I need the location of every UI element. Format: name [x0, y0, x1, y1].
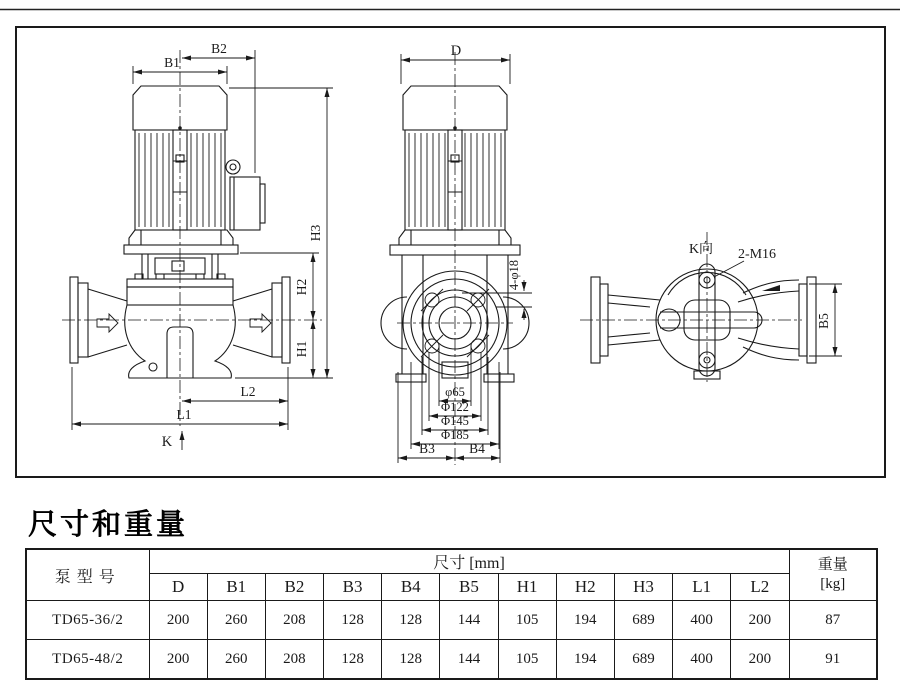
weight-label: 重量	[817, 557, 848, 574]
value-cell: 194	[556, 601, 614, 640]
col-header-dims-group: 尺寸 [mm]	[149, 549, 789, 574]
dimension-weight-table	[25, 548, 878, 680]
value-cell: 689	[614, 640, 672, 680]
label-h2: H2	[294, 278, 309, 296]
col-header-weight	[789, 549, 877, 601]
value-cell: 194	[556, 640, 614, 680]
lifting-eye-hole	[230, 164, 236, 170]
right-flange-k	[807, 277, 816, 363]
col-header-b5: B5	[440, 574, 498, 601]
label-phi65: φ65	[445, 385, 465, 399]
value-cell: 128	[324, 601, 382, 640]
col-header-h1: H1	[498, 574, 556, 601]
coupling-block	[172, 261, 184, 271]
col-header-d: D	[149, 574, 207, 601]
value-cell: 208	[265, 640, 323, 680]
section-title: 尺寸和重量	[28, 509, 189, 541]
value-cell: 260	[207, 601, 265, 640]
model-cell: TD65-48/2	[26, 640, 149, 680]
weight-cell: 87	[789, 601, 877, 640]
label-d: D	[450, 43, 462, 59]
flow-arrow-out	[250, 314, 271, 332]
label-phi185: Φ185	[441, 428, 469, 442]
label-l1: L1	[176, 407, 192, 422]
label-l2: L2	[240, 384, 256, 399]
value-cell: 260	[207, 640, 265, 680]
lifting-eye	[226, 160, 240, 174]
value-cell: 200	[731, 601, 789, 640]
label-b4: B4	[469, 441, 485, 456]
table-row	[26, 640, 877, 680]
value-cell: 144	[440, 640, 498, 680]
value-cell: 400	[673, 640, 731, 680]
junction-box-cover	[260, 184, 265, 223]
weight-unit: [kg]	[820, 576, 846, 592]
label-thread: 2-M16	[737, 247, 777, 262]
label-h1: H1	[294, 340, 309, 358]
value-cell: 128	[324, 640, 382, 680]
value-cell: 200	[149, 640, 207, 680]
model-cell: TD65-36/2	[26, 601, 149, 640]
table-row	[26, 601, 877, 640]
label-phi145: Φ145	[441, 414, 469, 428]
col-header-b4: B4	[382, 574, 440, 601]
col-header-l2: L2	[731, 574, 789, 601]
col-header-b1: B1	[207, 574, 265, 601]
label-k: K	[161, 434, 173, 450]
label-k-view: K向	[688, 242, 714, 257]
drain-plug	[149, 363, 157, 371]
value-cell: 200	[149, 601, 207, 640]
col-header-b3: B3	[324, 574, 382, 601]
label-bolt-holes: 4-φ18	[507, 259, 521, 291]
weight-cell: 91	[789, 640, 877, 680]
value-cell: 689	[614, 601, 672, 640]
col-header-h2: H2	[556, 574, 614, 601]
k-direction-view	[591, 264, 816, 379]
col-header-b2: B2	[265, 574, 323, 601]
value-cell: 400	[673, 601, 731, 640]
label-h3: H3	[308, 224, 323, 242]
value-cell: 200	[731, 640, 789, 680]
motor-base-feet	[141, 230, 221, 245]
label-b3: B3	[419, 441, 435, 456]
discharge-cone	[233, 289, 272, 357]
value-cell: 105	[498, 640, 556, 680]
mounting-plate	[124, 245, 238, 254]
dimension-labels	[162, 41, 831, 456]
flow-arrow-in	[97, 314, 118, 332]
col-header-h3: H3	[614, 574, 672, 601]
label-b1: B1	[164, 55, 180, 70]
col-header-model: 泵型号	[26, 549, 149, 601]
col-header-l1: L1	[673, 574, 731, 601]
volute-tongue	[762, 285, 780, 291]
value-cell: 128	[382, 601, 440, 640]
label-phi122: Φ122	[441, 400, 469, 414]
value-cell: 144	[440, 601, 498, 640]
label-b5: B5	[816, 313, 831, 329]
suction-cone	[88, 289, 127, 357]
motor-base	[129, 230, 233, 245]
thread-leader	[714, 261, 744, 277]
value-cell: 128	[382, 640, 440, 680]
label-b2: B2	[211, 41, 227, 56]
value-cell: 208	[265, 601, 323, 640]
value-cell: 105	[498, 601, 556, 640]
